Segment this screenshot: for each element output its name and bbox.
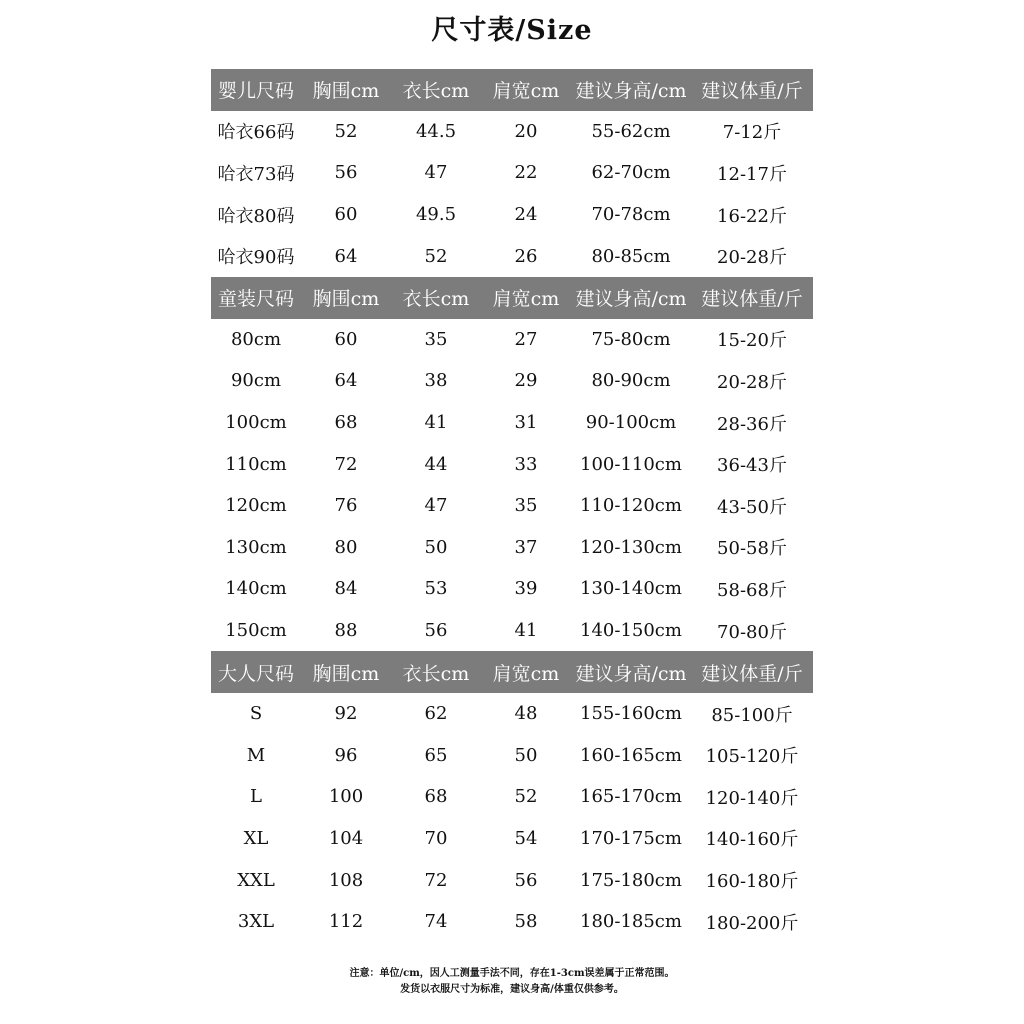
cell-shoulder: 50	[514, 744, 538, 766]
table-row	[211, 693, 813, 735]
header-cell-chest: 胸围cm	[312, 662, 380, 685]
header-cell-chest: 胸围cm	[312, 80, 380, 103]
table-row	[211, 111, 813, 153]
cell-length: 70	[424, 827, 448, 849]
cell-length: 50	[424, 536, 448, 558]
header-cell-length: 衣长cm	[402, 80, 470, 103]
cell-shoulder: 31	[514, 412, 538, 434]
cell-height: 100-110cm	[580, 453, 682, 475]
cell-size: 100cm	[225, 412, 287, 434]
cell-length: 49.5	[415, 204, 457, 226]
header-cell-chest: 胸围cm	[312, 288, 380, 311]
cell-length: 68	[424, 786, 448, 808]
cell-size: 3XL	[237, 911, 275, 933]
cell-chest: 52	[334, 120, 358, 142]
table-row	[211, 818, 813, 860]
cell-length: 35	[424, 328, 448, 350]
cell-shoulder: 39	[514, 578, 538, 600]
cell-weight: 20-28斤	[717, 371, 787, 393]
cell-height: 110-120cm	[580, 495, 682, 517]
cell-shoulder: 24	[514, 204, 538, 226]
cell-size: 90cm	[230, 370, 282, 392]
cell-length: 74	[424, 911, 448, 933]
table-row	[211, 319, 813, 361]
cell-weight: 15-20斤	[717, 330, 787, 352]
table-row	[211, 610, 813, 652]
header-cell-size: 大人尺码	[217, 662, 294, 685]
cell-length: 47	[424, 495, 448, 517]
cell-chest: 112	[328, 911, 364, 933]
cell-chest: 68	[334, 412, 358, 434]
header-cell-height: 建议身高/cm	[575, 662, 687, 685]
cell-size: 哈衣66码	[217, 122, 295, 144]
cell-height: 62-70cm	[591, 162, 671, 184]
cell-shoulder: 27	[514, 328, 538, 350]
cell-shoulder: 26	[514, 245, 538, 267]
cell-weight: 105-120斤	[705, 746, 799, 768]
cell-size: M	[246, 744, 266, 766]
cell-size: 130cm	[225, 536, 287, 558]
table-row	[211, 527, 813, 569]
cell-weight: 58-68斤	[717, 579, 787, 601]
note-line-2: 发货以衣服尺寸为标准，建议身高/体重仅供参考。	[400, 984, 624, 995]
cell-weight: 12-17斤	[717, 163, 787, 185]
cell-size: 150cm	[225, 620, 287, 642]
cell-shoulder: 20	[514, 120, 538, 142]
cell-height: 180-185cm	[580, 911, 682, 933]
cell-length: 72	[424, 869, 448, 891]
cell-chest: 60	[334, 328, 358, 350]
page-title: 尺寸表/Size	[431, 15, 593, 46]
cell-shoulder: 41	[514, 620, 538, 642]
cell-height: 130-140cm	[580, 578, 682, 600]
cell-chest: 64	[334, 245, 358, 267]
cell-shoulder: 33	[514, 453, 538, 475]
cell-shoulder: 29	[514, 370, 538, 392]
table-row	[211, 152, 813, 194]
header-cell-weight: 建议体重/斤	[701, 288, 803, 311]
cell-length: 41	[424, 412, 448, 434]
cell-chest: 96	[334, 744, 358, 766]
cell-weight: 20-28斤	[717, 247, 787, 269]
cell-height: 165-170cm	[580, 786, 682, 808]
table-header-baby	[211, 69, 813, 111]
cell-weight: 50-58斤	[717, 538, 787, 560]
cell-height: 175-180cm	[580, 869, 682, 891]
cell-length: 56	[424, 620, 448, 642]
table-row	[211, 443, 813, 485]
cell-size: 80cm	[230, 328, 282, 350]
cell-weight: 28-36斤	[717, 413, 787, 435]
cell-height: 140-150cm	[580, 620, 682, 642]
cell-weight: 43-50斤	[717, 496, 787, 518]
cell-height: 80-90cm	[591, 370, 671, 392]
header-cell-shoulder: 肩宽cm	[492, 662, 560, 685]
cell-length: 53	[424, 578, 448, 600]
cell-weight: 180-200斤	[705, 912, 799, 934]
cell-length: 52	[424, 245, 448, 267]
cell-shoulder: 58	[514, 911, 538, 933]
cell-weight: 85-100斤	[711, 704, 793, 726]
header-cell-weight: 建议体重/斤	[701, 80, 803, 103]
cell-height: 160-165cm	[580, 744, 682, 766]
cell-chest: 72	[334, 453, 358, 475]
table-row	[211, 235, 813, 277]
table-row	[211, 485, 813, 527]
cell-size: 120cm	[225, 495, 287, 517]
cell-chest: 108	[328, 869, 364, 891]
cell-chest: 76	[334, 495, 358, 517]
cell-size: 哈衣73码	[217, 163, 295, 185]
cell-weight: 16-22斤	[717, 205, 787, 227]
cell-weight: 7-12斤	[722, 122, 782, 144]
cell-chest: 92	[334, 703, 358, 725]
cell-length: 38	[424, 370, 448, 392]
note-line-1: 注意：单位/cm，因人工测量手法不同，存在1-3cm误差属于正常范围。	[349, 968, 675, 979]
cell-height: 170-175cm	[580, 827, 682, 849]
table-row	[211, 901, 813, 943]
table-row	[211, 568, 813, 610]
cell-size: 110cm	[225, 453, 287, 475]
cell-shoulder: 37	[514, 536, 538, 558]
size-table	[211, 69, 813, 942]
header-cell-size: 童装尺码	[217, 288, 294, 311]
cell-shoulder: 35	[514, 495, 538, 517]
header-cell-weight: 建议体重/斤	[701, 662, 803, 685]
cell-height: 70-78cm	[591, 204, 671, 226]
cell-size: 140cm	[225, 578, 287, 600]
header-cell-height: 建议身高/cm	[575, 80, 687, 103]
cell-height: 55-62cm	[591, 120, 671, 142]
cell-length: 62	[424, 703, 448, 725]
cell-shoulder: 22	[514, 162, 538, 184]
cell-size: L	[250, 786, 262, 808]
table-header-adult	[211, 651, 813, 693]
header-cell-shoulder: 肩宽cm	[492, 80, 560, 103]
cell-chest: 60	[334, 204, 358, 226]
cell-height: 120-130cm	[580, 536, 682, 558]
cell-chest: 64	[334, 370, 358, 392]
cell-chest: 100	[328, 786, 364, 808]
header-cell-length: 衣长cm	[402, 288, 470, 311]
header-cell-size: 婴儿尺码	[217, 80, 294, 103]
cell-height: 155-160cm	[580, 703, 682, 725]
cell-chest: 104	[328, 827, 364, 849]
table-row	[211, 859, 813, 901]
cell-length: 47	[424, 162, 448, 184]
cell-weight: 70-80斤	[717, 621, 787, 643]
cell-size: 哈衣90码	[217, 247, 295, 269]
cell-shoulder: 56	[514, 869, 538, 891]
cell-weight: 120-140斤	[705, 787, 799, 809]
cell-weight: 36-43斤	[717, 455, 787, 477]
cell-chest: 56	[334, 162, 358, 184]
cell-shoulder: 54	[514, 827, 538, 849]
cell-size: 哈衣80码	[217, 205, 295, 227]
cell-length: 44	[424, 453, 448, 475]
table-row	[211, 402, 813, 444]
cell-shoulder: 48	[514, 703, 538, 725]
table-row	[211, 776, 813, 818]
cell-height: 80-85cm	[591, 245, 671, 267]
header-cell-shoulder: 肩宽cm	[492, 288, 560, 311]
table-row	[211, 360, 813, 402]
cell-chest: 84	[334, 578, 358, 600]
cell-chest: 88	[334, 620, 358, 642]
cell-weight: 140-160斤	[705, 829, 799, 851]
cell-weight: 160-180斤	[705, 871, 799, 893]
cell-size: S	[249, 703, 263, 725]
header-cell-height: 建议身高/cm	[575, 288, 687, 311]
cell-size: XXL	[237, 869, 275, 891]
table-header-kids	[211, 277, 813, 319]
cell-size: XL	[243, 827, 269, 849]
cell-length: 44.5	[415, 120, 457, 142]
cell-height: 90-100cm	[585, 412, 677, 434]
cell-shoulder: 52	[514, 786, 538, 808]
table-row	[211, 194, 813, 236]
header-cell-length: 衣长cm	[402, 662, 470, 685]
cell-length: 65	[424, 744, 448, 766]
cell-chest: 80	[334, 536, 358, 558]
cell-height: 75-80cm	[591, 328, 671, 350]
table-row	[211, 735, 813, 777]
